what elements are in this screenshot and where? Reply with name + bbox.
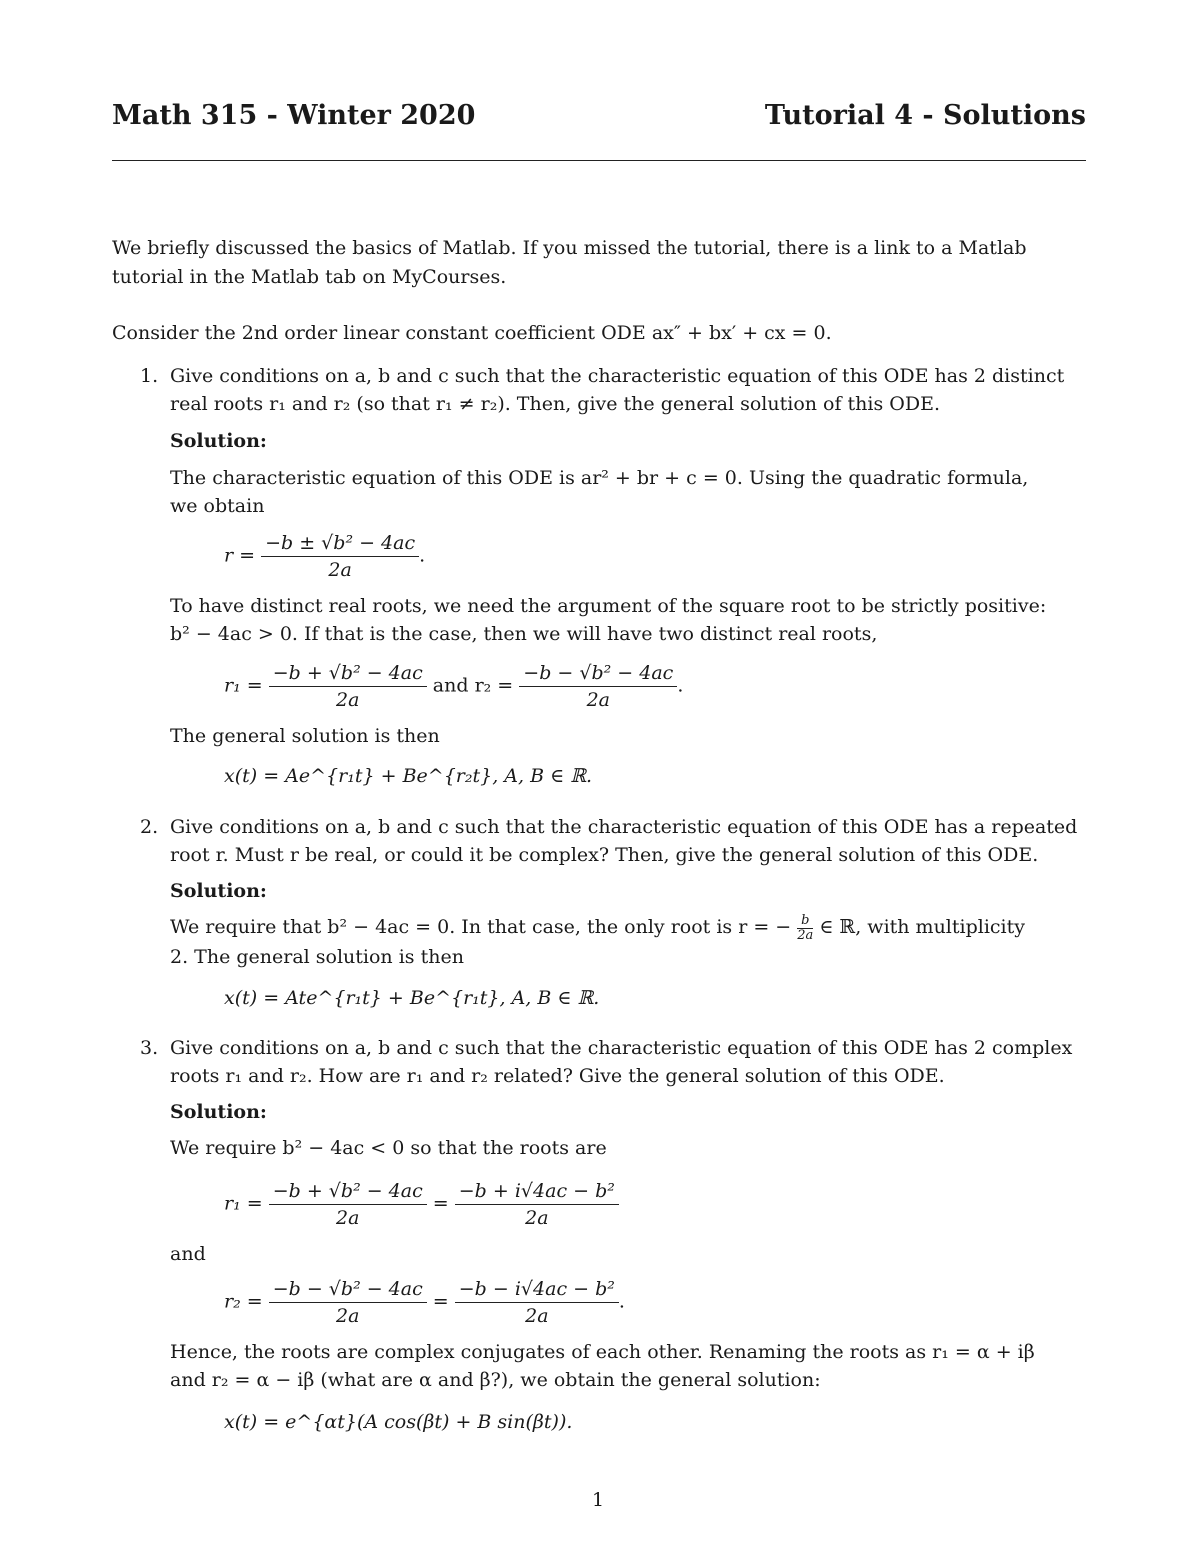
eq3-denominator-r2-b: 2a [525,1305,549,1327]
header-rule [112,160,1086,161]
eq3-numerator-r1-a: −b + √b² − 4ac [269,1178,427,1205]
problem-1-question-line-1: Give conditions on a, b and c such that the characteristic equation of this ODE has 2 distinct [170,365,1065,387]
problem-3-and: and [170,1243,206,1265]
intro-line-1: We briefly discussed the basics of Matlab. If you missed the tutorial, there is a link to a Matlab [112,237,1027,259]
problem-1-solution-line-5: The general solution is then [170,725,440,747]
problem-1-solution-line-3: To have distinct real roots, we need the argument of the square root to be strictly positive: [170,595,1047,617]
problem-2-solution-line-1b: ∈ ℝ, with multiplicity [819,916,1025,938]
problem-2-root-numerator: b [797,914,813,929]
eq1-numerator: −b ± √b² − 4ac [261,530,419,557]
problem-3-solution-line-1: We require b² − 4ac < 0 so that the roots are [170,1137,607,1159]
eq2-numerator-r2: −b − √b² − 4ac [519,660,677,687]
problem-2-question-line-2: root r. Must r be real, or could it be complex? Then, give the general solution of this ODE. [170,844,1039,866]
problem-3-question-line-2: roots r₁ and r₂. How are r₁ and r₂ related? Give the general solution of this ODE. [170,1065,945,1087]
problem-3-solution-line-3: and r₂ = α − iβ (what are α and β?), we obtain the general solution: [170,1369,821,1391]
eq2-denominator-r2: 2a [586,689,610,711]
eq2-and-r2: and r₂ = [432,674,514,697]
eq3-fraction-r1-b [455,1178,619,1231]
intro-line-2: tutorial in the Matlab tab on MyCourses. [112,266,507,288]
problem-2-solution-label: Solution: [170,880,267,902]
problem-2-root-denominator: 2a [797,927,814,943]
equation-complex-r1: r₁ = $\frac{\text{−b + √b² − 4ac}}{2a}$ = $\frac{\text{−b + i√4ac − b²}}{2a}$ [224,1178,619,1231]
eq2-numerator-r1: −b + √b² − 4ac [269,660,427,687]
problem-1-number: 1. [140,365,159,387]
eq1-denominator: 2a [328,559,352,581]
problem-1-solution-line-2: we obtain [170,495,265,517]
problem-2-general-solution: x(t) = Ate^{r₁t} + Be^{r₁t}, A, B ∈ ℝ. [224,987,600,1009]
eq1-lhs: r = [224,544,256,567]
equation-distinct-roots: r₁ = $\frac{\text{−b + √b² − 4ac}}{2a}$ and r₂ = $\frac{\text{−b − √b² − 4ac}}{2a}$ . [224,662,684,711]
problem-3-solution-label: Solution: [170,1101,267,1123]
eq3-numerator-r2-a: −b − √b² − 4ac [269,1276,427,1303]
eq3-fraction-r1-a [269,1178,427,1231]
eq3-lhs-r2: r₂ = [224,1290,263,1313]
problem-2-question-line-1: Give conditions on a, b and c such that the characteristic equation of this ODE has a repeated [170,816,1078,838]
problem-2-solution-line-1 [170,913,1025,943]
eq3-denominator-r2-a: 2a [336,1305,360,1327]
eq3-numerator-r1-b: −b + i√4ac − b² [455,1178,619,1205]
consider-text: Consider the 2nd order linear constant coefficient ODE ax″ + bx′ + cx = 0. [112,322,832,344]
problem-2-solution-line-2: 2. The general solution is then [170,946,464,968]
problem-3-number: 3. [140,1037,159,1059]
equation-quadratic-formula: r = $\frac{\text{−b ± √b² − 4ac}}{2a}$ . [224,532,426,581]
course-title: Math 315 - Winter 2020 [112,100,476,131]
problem-2-root-fraction [797,914,813,943]
problem-1-solution-line-4: b² − 4ac > 0. If that is the case, then we will have two distinct real roots, [170,623,878,645]
problem-1-solution-line-1: The characteristic equation of this ODE is ar² + br + c = 0. Using the quadratic formula, [170,467,1029,489]
eq2-lhs-r1: r₁ = [224,674,263,697]
problem-2-number: 2. [140,816,159,838]
problem-1-solution-label: Solution: [170,430,267,452]
eq3-denominator-r1-b: 2a [525,1207,549,1229]
problem-2-solution-line-1a: We require that b² − 4ac = 0. In that case, the only root is r = − [170,916,792,938]
problem-3-question-line-1: Give conditions on a, b and c such that the characteristic equation of this ODE has 2 complex [170,1037,1073,1059]
eq3-numerator-r2-b: −b − i√4ac − b² [455,1276,619,1303]
eq3-fraction-r2-a [269,1276,427,1329]
eq3-fraction-r2-b [455,1276,619,1329]
page-number: 1 [592,1489,605,1511]
eq3-lhs-r1: r₁ = [224,1192,263,1215]
eq2-denominator-r1: 2a [336,689,360,711]
problem-3-solution-line-2: Hence, the roots are complex conjugates of each other. Renaming the roots as r₁ = α + iβ [170,1341,1035,1363]
document-title: Tutorial 4 - Solutions [764,100,1086,131]
problem-1-question-line-2: real roots r₁ and r₂ (so that r₁ ≠ r₂). Then, give the general solution of this ODE. [170,393,941,415]
eq2-fraction-r1 [269,660,427,713]
eq1-fraction [261,530,419,583]
eq3-denominator-r1-a: 2a [336,1207,360,1229]
problem-3-general-solution: x(t) = e^{αt}(A cos(βt) + B sin(βt)). [224,1411,573,1433]
equation-complex-r2: r₂ = $\frac{\text{−b − √b² − 4ac}}{2a}$ = $\frac{\text{−b − i√4ac − b²}}{2a}$ . [224,1278,625,1327]
problem-1-general-solution: x(t) = Ae^{r₁t} + Be^{r₂t}, A, B ∈ ℝ. [224,765,593,787]
eq2-fraction-r2 [519,660,677,713]
